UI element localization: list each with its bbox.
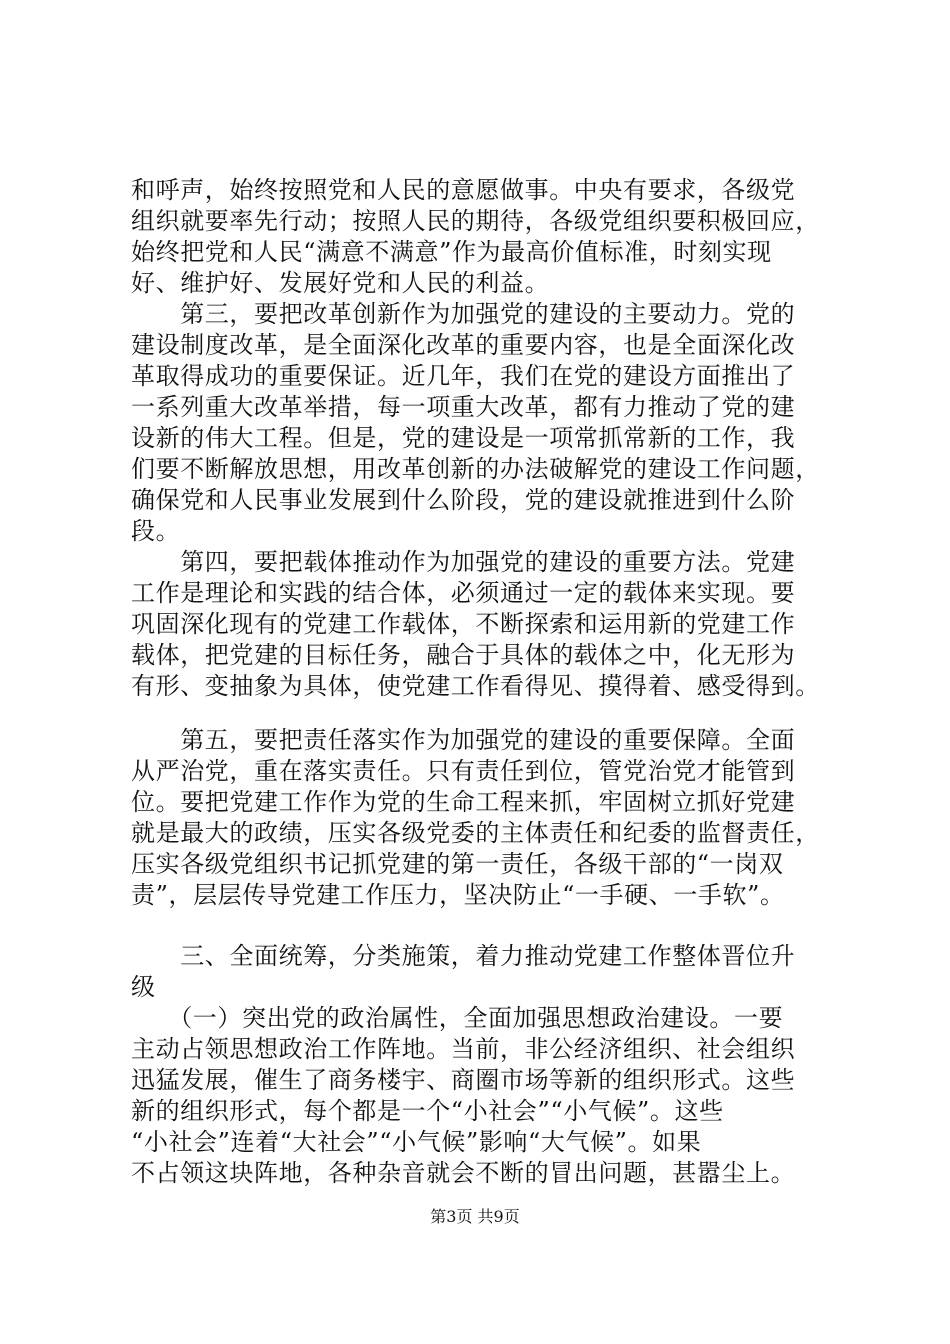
- text-line: 好、维护好、发展好党和人民的利益。: [131, 269, 550, 297]
- text-line: 确保党和人民事业发展到什么阶段，党的建设就推进到什么阶: [131, 486, 796, 514]
- text-line: 迅猛发展，催生了商务楼宇、商圈市场等新的组织形式。这些: [131, 1066, 796, 1094]
- page-number-footer: 第3页 共9页: [430, 1207, 520, 1226]
- text-line: 压实各级党组织书记抓党建的第一责任，各级干部的“一岗双: [131, 850, 784, 878]
- text-line: 不占领这块阵地，各种杂音就会不断的冒出问题，甚嚣尘上。: [131, 1159, 796, 1187]
- section-heading-line: 三、全面统筹，分类施策，着力推动党建工作整体晋位升: [131, 942, 796, 970]
- text-line: 从严治党，重在落实责任。只有责任到位，管党治党才能管到: [131, 757, 796, 785]
- text-line: 始终把党和人民“满意不满意”作为最高价值标准，时刻实现: [131, 238, 772, 266]
- text-line: 工作是理论和实践的结合体，必须通过一定的载体来实现。要: [131, 579, 796, 607]
- text-line: 责”，层层传导党建工作压力，坚决防止“一手硬、一手软”。: [131, 881, 785, 909]
- text-line: 设新的伟大工程。但是，党的建设是一项常抓常新的工作，我: [131, 424, 796, 452]
- text-line: 们要不断解放思想，用改革创新的办法破解党的建设工作问题，: [131, 455, 820, 483]
- text-line: 就是最大的政绩，压实各级党委的主体责任和纪委的监督责任，: [131, 819, 820, 847]
- text-line: 第四，要把载体推动作为加强党的建设的重要方法。党建: [131, 548, 796, 576]
- text-line: 新的组织形式，每个都是一个“小社会”“小气候”。这些: [131, 1097, 724, 1125]
- text-line: 建设制度改革，是全面深化改革的重要内容，也是全面深化改: [131, 331, 796, 359]
- text-line: 和呼声，始终按照党和人民的意愿做事。中央有要求，各级党: [131, 176, 796, 204]
- text-line: 位。要把党建工作作为党的生命工程来抓，牢固树立抓好党建: [131, 788, 796, 816]
- text-line: 巩固深化现有的党建工作载体，不断探索和运用新的党建工作: [131, 610, 796, 638]
- text-line: （一）突出党的政治属性，全面加强思想政治建设。一要: [131, 1004, 784, 1032]
- text-line: 载体，把党建的目标任务，融合于具体的载体之中，化无形为: [131, 641, 796, 669]
- text-line: 革取得成功的重要保证。近几年，我们在党的建设方面推出了: [131, 362, 796, 390]
- text-line: 主动占领思想政治工作阵地。当前，非公经济组织、社会组织: [131, 1035, 796, 1063]
- text-line: “小社会”连着“大社会”“小气候”影响“大气候”。如果: [131, 1128, 702, 1156]
- section-heading-line: 级: [131, 973, 156, 1001]
- text-line: 组织就要率先行动；按照人民的期待，各级党组织要积极回应，: [131, 207, 820, 235]
- text-line: 第三，要把改革创新作为加强党的建设的主要动力。党的: [131, 300, 796, 328]
- text-line: 有形、变抽象为具体，使党建工作看得见、摸得着、感受得到。: [131, 672, 820, 700]
- text-line: 第五，要把责任落实作为加强党的建设的重要保障。全面: [131, 726, 796, 754]
- text-line: 段。: [131, 517, 181, 545]
- text-line: 一系列重大改革举措，每一项重大改革，都有力推动了党的建: [131, 393, 796, 421]
